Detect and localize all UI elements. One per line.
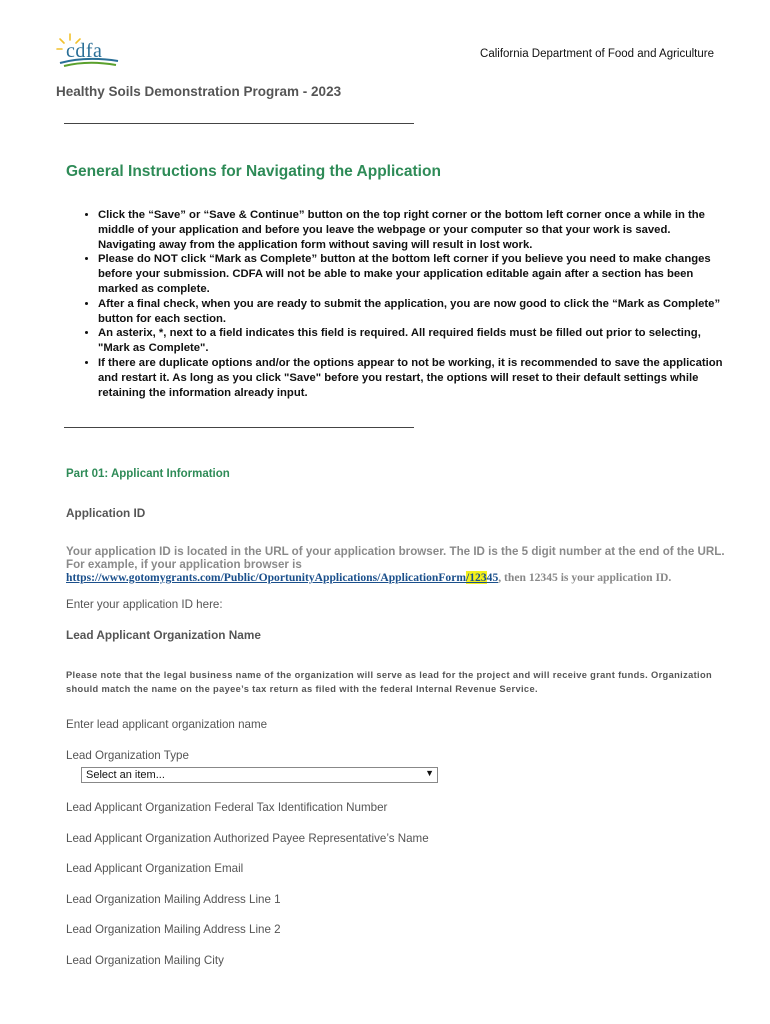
lead-org-type-label: Lead Organization Type: [66, 749, 189, 762]
org-email-field[interactable]: Lead Applicant Organization Email: [66, 862, 244, 875]
chevron-down-icon: ▼: [425, 768, 434, 778]
divider: [64, 123, 414, 124]
instructions-list: [80, 208, 728, 400]
agency-name: California Department of Food and Agriculture: [480, 48, 714, 60]
example-url-link[interactable]: https://www.gotomygrants.com/Public/OportunityApplications/ApplicationForm/12345: [66, 571, 499, 584]
legal-name-note: Please note that the legal business name of the organization will serve as lead for the project and will receive grant funds. Organization should match the name on the payee’s tax return as filed with the federal Internal Revenue Service.: [66, 670, 713, 694]
select-value: Select an item...: [86, 769, 165, 781]
cdfa-logo-text: cdfa: [66, 40, 103, 62]
lead-org-name-label: Lead Applicant Organization Name: [66, 628, 261, 642]
tax-id-field[interactable]: Lead Applicant Organization Federal Tax Identification Number: [66, 801, 388, 814]
part-01-heading: Part 01: Applicant Information: [66, 468, 230, 480]
instruction-item: • An asterix, *, next to a field indicates this field is required. All required fields must be filled out prior to selecting, "Mark as Complete".: [98, 326, 728, 356]
enter-application-id-field[interactable]: Enter your application ID here:: [66, 598, 223, 611]
program-title: Healthy Soils Demonstration Program - 2023: [56, 84, 342, 99]
url-highlight: /123: [466, 571, 487, 584]
mailing-city-field[interactable]: Lead Organization Mailing City: [66, 954, 224, 967]
instruction-item: • If there are duplicate options and/or the options appear to not be working, it is recommended to save the application and restart it. As long as you click "Save" before you restart, the options will reset to their default settings while retaining the information already input.: [98, 356, 728, 400]
instruction-item: • Click the “Save” or “Save & Continue” button on the top right corner or the bottom left corner once a while in the middle of your application and before you leave the webpage or your computer so that your work is saved. Navigating away from the application form without saving will result in lost work.: [98, 208, 728, 252]
instruction-item: • After a final check, when you are ready to submit the application, you are now good to click the “Mark as Complete” button for each section.: [98, 297, 728, 327]
mailing-address-line2-field[interactable]: Lead Organization Mailing Address Line 2: [66, 923, 281, 936]
general-instructions-heading: General Instructions for Navigating the Application: [66, 163, 441, 180]
lead-org-name-field[interactable]: Enter lead applicant organization name: [66, 718, 268, 731]
divider: [64, 427, 414, 428]
instruction-item: • Please do NOT click “Mark as Complete” button at the bottom left corner if you believe you need to make changes before your submission. CDFA will not be able to make your application editable again after a section has been marked as complete.: [98, 252, 728, 296]
application-id-note-text: Your application ID is located in the URL of your application browser. The ID is the 5 digit number at the end of the URL. For example, if your application browser is: [66, 545, 725, 571]
lead-org-type-select[interactable]: [81, 767, 438, 783]
mailing-address-line1-field[interactable]: Lead Organization Mailing Address Line 1: [66, 893, 281, 906]
example-url-tail: , then 12345 is your application ID.: [498, 571, 672, 584]
application-id-note: [66, 545, 726, 584]
application-id-label: Application ID: [66, 506, 146, 520]
payee-representative-field[interactable]: Lead Applicant Organization Authorized Payee Representative’s Name: [66, 832, 429, 845]
